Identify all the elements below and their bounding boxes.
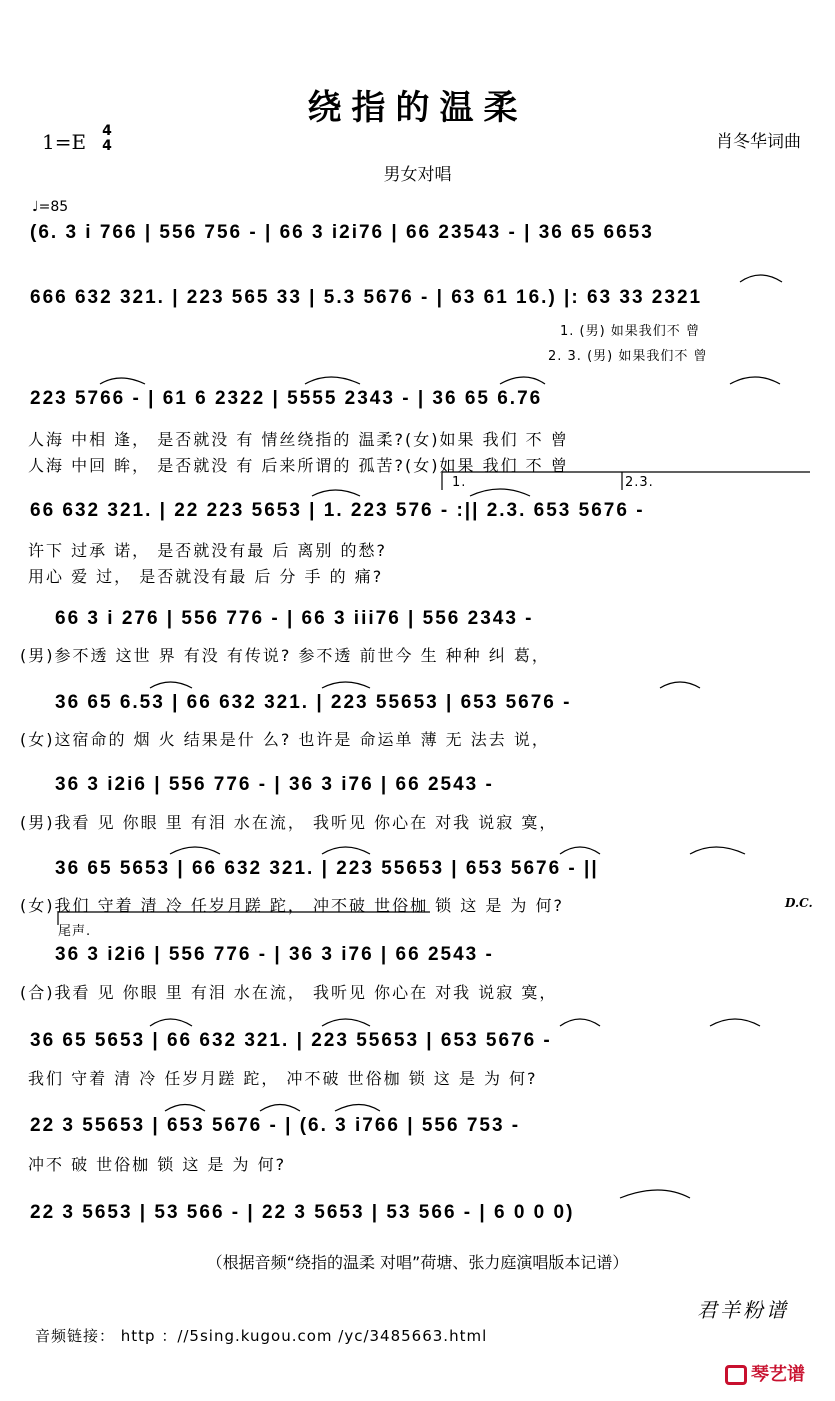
system-9-notes: 36 3 i2i6 | 556 776 - | 36 3 i76 | 66 2543 - xyxy=(55,944,494,965)
slur xyxy=(730,377,780,384)
slur xyxy=(150,682,192,688)
transcription-credit: （根据音频“绕指的温柔 对唱”荷塘、张力庭演唱版本记谱） xyxy=(206,1253,629,1272)
volta-1-label: 1. xyxy=(452,475,467,490)
slur xyxy=(335,1105,380,1112)
slur xyxy=(500,377,545,384)
system-8-lyrics: (女)我们 守着 清 冷 任岁月蹉 跎， 冲不破 世俗枷 锁 这 是 为 何? xyxy=(20,896,565,915)
system-1-notes: (6. 3 i 766 | 556 756 - | 66 3 i2i76 | 66 23543 - | 36 65 6653 xyxy=(30,222,654,243)
time-signature-top: 4 xyxy=(102,123,112,139)
slur xyxy=(260,1105,300,1112)
composer-credit: 肖冬华词曲 xyxy=(716,132,801,152)
system-8-notes: 36 65 5653 | 66 632 321. | 223 55653 | 653 5676 - || xyxy=(55,858,599,879)
system-4-lyrics-1: 许下 过承 诺， 是否就没有最 后 离别 的愁? xyxy=(28,541,388,560)
slur xyxy=(470,489,530,496)
system-3-notes: 223 5766 - | 61 6 2322 | 5555 2343 - | 36 65 6.76 xyxy=(30,388,543,409)
volta-bracket xyxy=(442,472,810,490)
system-2-notes: 666 632 321. | 223 565 33 | 5.3 5676 - | 63 61 16.) |: 63 33 2321 xyxy=(30,287,703,308)
logo-text: 琴艺谱 xyxy=(751,1364,805,1385)
system-4-lyrics-2: 用心 爱 过， 是否就没有最 后 分 手 的 痛? xyxy=(28,567,384,586)
system-3-lyrics-2: 人海 中回 眸， 是否就没 有 后来所谓的 孤苦?(女)如果 我们 不 曾 xyxy=(28,456,569,475)
slur xyxy=(322,1019,370,1026)
system-4-notes: 66 632 321. | 22 223 5653 | 1. 223 576 - :|| 2.3. 653 5676 - xyxy=(30,500,645,521)
site-logo[interactable] xyxy=(725,1360,805,1386)
system-5-notes: 66 3 i 276 | 556 776 - | 66 3 iii76 | 556 2343 - xyxy=(55,608,534,629)
system-11-notes: 22 3 55653 | 653 5676 - | (6. 3 i766 | 556 753 - xyxy=(30,1115,521,1136)
slur xyxy=(322,847,370,854)
system-5-lyrics: (男)参不透 这世 界 有没 有传说? 参不透 前世今 生 种种 纠 葛， xyxy=(20,646,550,665)
slur xyxy=(690,847,745,854)
slur xyxy=(100,378,145,384)
audio-link[interactable]: 音频链接： http ：//5sing.kugou.com /yc/3485663.html xyxy=(35,1327,488,1345)
system-10-lyrics: 我们 守着 清 冷 任岁月蹉 跎， 冲不破 世俗枷 锁 这 是 为 何? xyxy=(28,1069,538,1088)
tempo-mark: ♩=85 xyxy=(32,199,69,215)
system-7-notes: 36 3 i2i6 | 556 776 - | 36 3 i76 | 66 2543 - xyxy=(55,774,494,795)
system-6-notes: 36 65 6.53 | 66 632 321. | 223 55653 | 653 5676 - xyxy=(55,692,572,713)
system-3-lyrics-1: 人海 中相 逢， 是否就没 有 情丝绕指的 温柔?(女)如果 我们 不 曾 xyxy=(28,430,569,449)
time-signature-bottom: 4 xyxy=(102,138,112,154)
slur xyxy=(710,1019,760,1026)
system-12-notes: 22 3 5653 | 53 566 - | 22 3 5653 | 53 566 - | 6 0 0 0) xyxy=(30,1202,575,1223)
coda-label: 尾声. xyxy=(58,924,92,939)
system-11-lyrics: 冲不 破 世俗枷 锁 这 是 为 何? xyxy=(28,1155,287,1174)
slur xyxy=(312,490,360,496)
logo-icon xyxy=(725,1365,747,1385)
coda-bracket xyxy=(58,912,430,925)
system-7-lyrics: (男)我看 见 你眼 里 有泪 水在流， 我听见 你心在 对我 说寂 寞， xyxy=(20,813,558,832)
arranger-signature: 君羊粉谱 xyxy=(697,1298,789,1322)
subtitle: 男女对唱 xyxy=(383,165,452,185)
key-signature: 1=E xyxy=(42,130,87,154)
system-2-lyrics-1: 1. (男) 如果我们不 曾 xyxy=(560,324,700,339)
slur xyxy=(560,847,600,854)
slur xyxy=(170,847,220,854)
slur xyxy=(560,1019,600,1026)
system-10-notes: 36 65 5653 | 66 632 321. | 223 55653 | 653 5676 - xyxy=(30,1030,552,1051)
volta-23-label: 2.3. xyxy=(625,475,654,490)
slur xyxy=(740,275,782,282)
system-6-lyrics: (女)这宿命的 烟 火 结果是什 么? 也许是 命运单 薄 无 法去 说， xyxy=(20,730,550,749)
dc-mark: D.C. xyxy=(785,896,813,910)
slur xyxy=(165,1105,205,1112)
slur xyxy=(660,682,700,688)
slur xyxy=(322,682,370,688)
system-9-lyrics: (合)我看 见 你眼 里 有泪 水在流， 我听见 你心在 对我 说寂 寞， xyxy=(20,983,558,1002)
song-title: 绕指的温柔 xyxy=(307,88,528,128)
slur xyxy=(620,1190,690,1198)
slur xyxy=(305,377,360,384)
system-2-lyrics-2: 2. 3. (男) 如果我们不 曾 xyxy=(548,349,708,364)
slur xyxy=(150,1019,192,1026)
